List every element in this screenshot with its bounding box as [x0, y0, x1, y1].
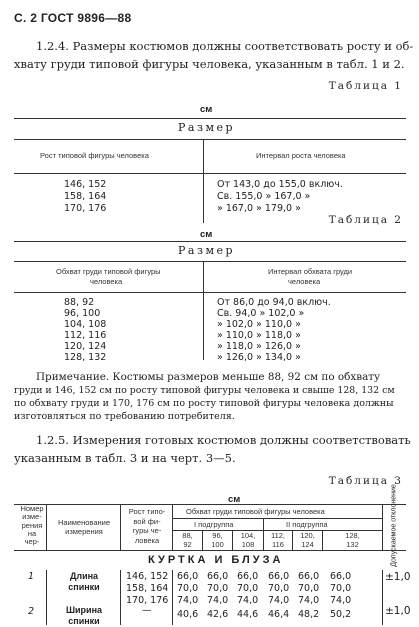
table2-group-header: Размер [178, 244, 236, 257]
table1-mid-rule [14, 139, 406, 140]
paragraph-1-2-4-line1: 1.2.4. Размеры костюмов должны соответствовать росту и об- [36, 39, 414, 53]
row-name-text: спинки [68, 616, 100, 626]
table3-value-col [207, 571, 228, 607]
table3-header-subgroup1: I подгруппа [194, 520, 234, 529]
header-text: 128, [345, 531, 360, 540]
table2-cell: » 126,0 » 134,0 » [217, 352, 301, 363]
table3-header-col [203, 532, 232, 549]
header-text: 120, [300, 531, 315, 540]
height-value: 170, 176 [126, 595, 169, 606]
cell-value: 50,2 [330, 609, 352, 620]
table3-col-divider [120, 504, 121, 550]
paragraph-1-2-5-line2: указанным в табл. 3 и на черт. 3—5. [14, 451, 236, 465]
table1-caption: Таблица 1 [328, 80, 403, 92]
table2-cell: От 86,0 до 94,0 включ. [217, 297, 331, 308]
table3-top-rule [14, 504, 406, 505]
cell-value: 66,0 [207, 571, 229, 582]
table3-row-height-values [126, 571, 168, 607]
row-name-text: Ширина [65, 605, 103, 615]
table1-cell: 146, 152 [64, 179, 107, 190]
table1-cell: 158, 164 [64, 191, 107, 202]
header-text: ловека [134, 535, 160, 545]
header-text: измерения [65, 527, 103, 536]
table3-header-col [173, 532, 202, 549]
cell-value: 70,0 [177, 583, 199, 594]
header-text: 108 [241, 539, 255, 549]
note-line4: изготовляться по требованию потребителя. [14, 411, 235, 422]
table3-header-col [323, 532, 382, 549]
header-text: Номер [20, 504, 44, 513]
paragraph-1-2-5-line1: 1.2.5. Измерения готовых костюмов должны соответствовать [36, 433, 411, 447]
header-text: Наименование [58, 518, 110, 527]
table3-value-col [177, 571, 198, 607]
table2-cell: 128, 132 [64, 352, 107, 363]
page-header: С. 2 ГОСТ 9896—88 [14, 11, 132, 25]
table3-header-col [293, 532, 322, 549]
table2-cell: » 102,0 » 110,0 » [217, 319, 301, 330]
header-text: 116 [272, 539, 284, 549]
table3-tolerance: ±1,0 [385, 605, 411, 617]
table2-col-divider [203, 261, 204, 292]
row-name-text: спинки [68, 582, 100, 592]
cell-value: 66,0 [298, 571, 320, 582]
table1-col1-header: Рост типовой фигуры человека [40, 151, 149, 160]
cell-value: 74,0 [207, 595, 229, 606]
table3-col-divider [46, 504, 47, 550]
table3-row-name [52, 605, 116, 627]
row-name-text: Длина [69, 571, 99, 581]
table1-cell: Св. 155,0 » 167,0 » [217, 191, 311, 202]
table1-group-header: Размер [178, 121, 236, 134]
table3-row-name [52, 571, 116, 593]
header-text: вой фи- [133, 516, 161, 526]
cell-value: 70,0 [207, 583, 229, 594]
table2-body-divider [203, 292, 204, 360]
table3-header-tolerance: Допускаемое отклонение [390, 484, 398, 567]
table2-cell: 112, 116 [64, 330, 107, 341]
cell-value: 74,0 [177, 595, 199, 606]
header-text: 92 [183, 539, 192, 549]
cell-value: 66,0 [177, 571, 199, 582]
header-text: 124 [301, 539, 314, 549]
table1-top-rule [14, 118, 406, 119]
height-value: 146, 152 [126, 571, 169, 582]
table2-col1-header: человека [90, 277, 123, 286]
cell-value: 66,0 [237, 571, 259, 582]
table3-header-number [20, 505, 44, 546]
table3-caption: Таблица 3 [328, 475, 403, 487]
table3-header-height [122, 507, 172, 545]
cell-value: 70,0 [298, 583, 320, 594]
cell-value: 42,6 [207, 609, 229, 620]
cell-value: 74,0 [330, 595, 352, 606]
cell-value: 70,0 [237, 583, 259, 594]
table3-header-name [50, 518, 118, 536]
height-value: 158, 164 [126, 583, 169, 594]
table2-top-rule [14, 241, 406, 242]
paragraph-1-2-4-line2: хвату груди типовой фигуры человека, указанным в табл. 1 и 2. [14, 57, 405, 71]
table1-cell: 170, 176 [64, 203, 107, 214]
cell-value: 46,4 [268, 609, 290, 620]
table2-cell: Св. 94,0 » 102,0 » [217, 308, 305, 319]
table1-header-rule [14, 173, 406, 174]
header-text: 112, [270, 531, 286, 540]
table1-cell: От 143,0 до 155,0 включ. [217, 179, 343, 190]
table3-body-divider [382, 570, 383, 625]
note-line3: по обхвату груди и 170, 176 см по росту типовой фигуры человека должны [14, 398, 394, 409]
header-text: Рост типо- [128, 507, 166, 516]
header-text: 132 [346, 539, 359, 549]
table2-caption: Таблица 2 [328, 214, 403, 226]
table1-body-divider [203, 173, 204, 223]
header-text: изме- [22, 512, 42, 522]
cell-value: 74,0 [268, 595, 290, 606]
table3-group-rule [172, 518, 382, 519]
table3-row-number: 1 [28, 571, 35, 582]
cell-value: 40,6 [177, 609, 199, 620]
table2-cell: » 118,0 » 126,0 » [217, 341, 301, 352]
table2-unit: см [200, 229, 213, 240]
table2-col1-header: Обхват груди типовой фигуры [56, 267, 161, 276]
table1-col2-header: Интервал роста человека [256, 151, 346, 160]
table2-cell: 104, 108 [64, 319, 107, 330]
header-text: на [27, 528, 37, 538]
note-line1: Примечание. Костюмы размеров меньше 88, 92 см по обхвату [36, 371, 381, 383]
table3-value-col [268, 571, 289, 607]
table2-cell: 96, 100 [64, 308, 101, 319]
table3-row-height-values: — [142, 605, 152, 616]
header-text: 100 [211, 539, 224, 549]
cell-value: 74,0 [298, 595, 320, 606]
table3-value-col [330, 571, 351, 607]
table3-body-divider [120, 570, 121, 625]
table1-col-divider [203, 139, 204, 173]
cell-value: 70,0 [268, 583, 290, 594]
cell-value: 74,0 [237, 595, 259, 606]
table2-cell: » 110,0 » 118,0 » [217, 330, 301, 341]
table3-header-rule [14, 550, 406, 551]
table3-value-col [298, 571, 319, 607]
table3-header-col [233, 532, 263, 549]
header-text: рения [21, 520, 43, 530]
header-text: 96, [212, 531, 223, 540]
header-text: 104, [240, 531, 256, 540]
table3-header-subgroup2: II подгруппа [286, 520, 328, 529]
cell-value: 66,0 [268, 571, 290, 582]
cell-value: 70,0 [330, 583, 352, 594]
table2-col2-header: человека [288, 277, 321, 286]
note-line2: груди и 146, 152 см по росту типовой фигуры человека и свыше 128, 132 см [14, 385, 395, 396]
table2-cell: 120, 124 [64, 341, 107, 352]
cell-value: 44,6 [237, 609, 259, 620]
table1-cell: » 167,0 » 179,0 » [217, 203, 301, 214]
table3-unit: см [228, 494, 241, 505]
table3-header-group: Обхват груди типовой фигуры человека [186, 507, 325, 516]
header-text: чер- [24, 537, 40, 547]
table3-body-divider [172, 570, 173, 625]
table3-col-divider [382, 504, 383, 550]
table1-unit: см [200, 104, 213, 115]
cell-value: 66,0 [330, 571, 352, 582]
table2-header-rule [14, 292, 406, 293]
header-text: гуры че- [132, 526, 162, 535]
table3-header-col [264, 532, 292, 549]
table3-section-title: КУРТКА И БЛУЗА [148, 554, 284, 566]
table2-cell: 88, 92 [64, 297, 95, 308]
table3-tolerance: ±1,0 [385, 571, 411, 583]
table3-row-number: 2 [28, 606, 35, 617]
table2-mid-rule [14, 261, 406, 262]
table3-body-divider [46, 570, 47, 625]
cell-value: 48,2 [298, 609, 320, 620]
table3-value-col [237, 571, 258, 607]
table2-col2-header: Интервал обхвата груди [268, 267, 353, 276]
header-text: 88, [182, 531, 193, 540]
